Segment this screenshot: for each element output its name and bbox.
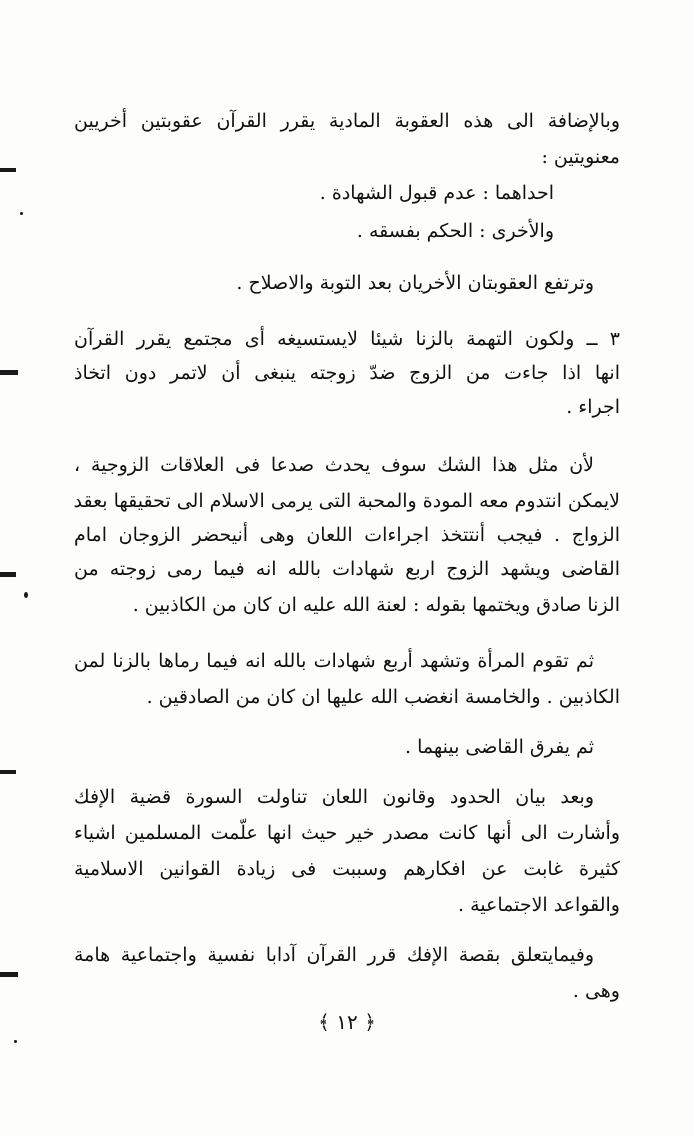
text-line: لايمكن انتدوم معه المودة والمحبة التى يرمى الاسلام الى تحقيقها بعقد [73,490,620,512]
text-line: اجراء . [566,396,620,418]
page-number: ﴿ ١٢ ﴾ [318,1010,376,1034]
scan-artifact-mark [0,370,18,375]
scan-artifact-mark [0,972,18,977]
scan-artifact-mark [0,168,16,172]
text-line: لأن مثل هذا الشك سوف يحدث صدعا فى العلاقات الزوجية ، [74,454,594,476]
text-line: والأخرى : الحكم بفسقه . [356,220,554,242]
text-line: وهى . [572,980,620,1002]
text-line: كثيرة غابت عن افكارهم وسببت فى زيادة القوانين الاسلامية [74,858,620,880]
text-line: احداهما : عدم قبول الشهادة . [319,182,554,204]
text-line: انها اذا جاءت من الزوج ضدّ زوجته ينبغى أن لاتمر دون اتخاذ [74,362,620,384]
scan-artifact-dot [24,592,28,598]
text-line: الزواج . فيجب أنتتخذ اجراءات اللعان وهى أنيحضر الزوجان امام [74,524,620,546]
text-line: ٣ ــ ولكون التهمة بالزنا شيئا لايستسيغه أى مجتمع يقرر القرآن [74,328,620,350]
text-line: الزنا صادق ويختمها بقوله : لعنة الله عليه ان كان من الكاذبين . [132,594,620,616]
scan-artifact-dot [14,1040,17,1043]
text-line: وفيمايتعلق بقصة الإفك قرر القرآن آدابا نفسية واجتماعية هامة [74,944,594,966]
text-line: ثم تقوم المرأة وتشهد أربع شهادات بالله انه فيما رماها بالزنا لمن [74,650,594,672]
text-line: ثم يفرق القاضى بينهما . [405,736,594,758]
text-line: معنويتين : [541,146,620,168]
scan-artifact-mark [0,770,16,774]
text-line: وبالإضافة الى هذه العقوبة المادية يقرر القرآن عقوبتين أخريين [74,110,620,132]
text-line: والقواعد الاجتماعية . [457,894,620,916]
text-line: الكاذبين . والخامسة انغضب الله عليها ان كان من الصادقين . [146,686,620,708]
text-line: وأشارت الى أنها كانت مصدر خير حيث انها علّمت المسلمين اشياء [74,822,620,844]
text-line: وبعد بيان الحدود وقانون اللعان تناولت السورة قضية الإفك [74,786,594,808]
text-line: القاضى ويشهد الزوج اربع شهادات بالله انه فيما رمى زوجته من [74,558,620,580]
scan-artifact-dot [20,212,23,215]
text-line: وترتفع العقوبتان الأخريان بعد التوبة والاصلاح . [236,272,594,294]
scan-artifact-mark [0,572,16,577]
